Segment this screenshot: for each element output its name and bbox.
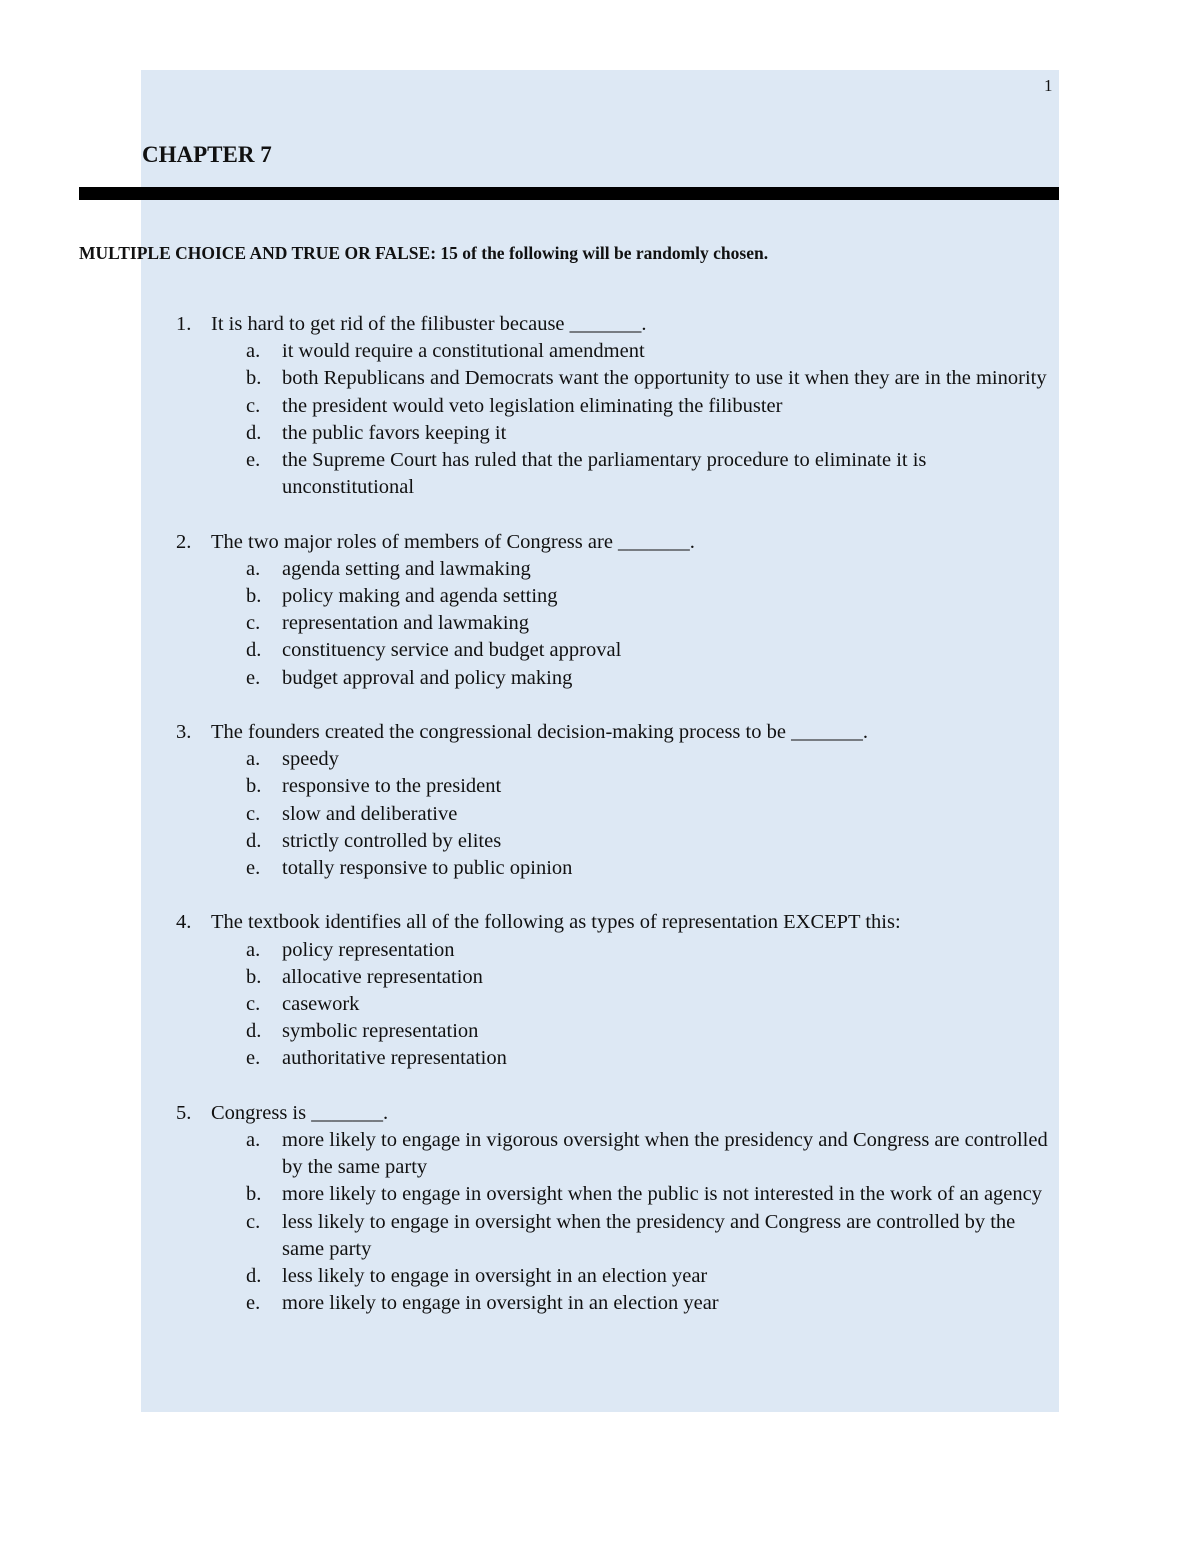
- option-letter: e.: [246, 1047, 261, 1070]
- option-letter: e.: [246, 449, 261, 472]
- option-text: authoritative representation: [282, 1047, 507, 1070]
- option-a: [170, 746, 1060, 773]
- option-letter: a.: [246, 938, 261, 961]
- option-letter: e.: [246, 1292, 261, 1315]
- option-letter: e.: [246, 666, 261, 689]
- option-letter: c.: [246, 612, 261, 635]
- option-text: more likely to engage in oversight in an election year: [282, 1292, 719, 1315]
- option-e: [170, 855, 1060, 882]
- option-d: [170, 1263, 1060, 1290]
- option-letter: c.: [246, 993, 261, 1016]
- option-letter: a.: [246, 557, 261, 580]
- option-text: agenda setting and lawmaking: [282, 557, 531, 580]
- option-letter: b.: [246, 367, 262, 390]
- page-number: 1: [1044, 76, 1053, 95]
- chapter-title: CHAPTER 7: [142, 142, 272, 167]
- option-letter: a.: [246, 1129, 261, 1152]
- option-letter: a.: [246, 340, 261, 363]
- option-text: policy making and agenda setting: [282, 585, 558, 608]
- option-b: [170, 583, 1060, 610]
- heading-rule: [79, 187, 1059, 200]
- option-text: both Republicans and Democrats want the opportunity to use it when they are in the minority: [282, 367, 1047, 390]
- option-b: [170, 964, 1060, 991]
- option-c: [170, 801, 1060, 828]
- question-1: [170, 311, 1060, 501]
- option-letter: d.: [246, 829, 262, 852]
- option-text: policy representation: [282, 938, 455, 961]
- question-text: The two major roles of members of Congress are _______.: [211, 530, 695, 553]
- option-letter: c.: [246, 394, 261, 417]
- question-2: [170, 529, 1060, 692]
- option-b: [170, 365, 1060, 392]
- option-a: [170, 937, 1060, 964]
- option-letter: e.: [246, 857, 261, 880]
- option-letter: b.: [246, 585, 262, 608]
- question-number: 4.: [176, 911, 192, 934]
- instructions-rest: 15 of the following will be randomly chosen.: [436, 243, 769, 263]
- option-text: totally responsive to public opinion: [282, 857, 573, 880]
- option-text: less likely to engage in oversight when the presidency and Congress are controlled by the same party: [282, 1210, 1016, 1260]
- question-5: [170, 1100, 1060, 1318]
- option-letter: b.: [246, 965, 262, 988]
- option-letter: b.: [246, 1183, 262, 1206]
- option-text: more likely to engage in oversight when the public is not interested in the work of an agency: [282, 1183, 1043, 1206]
- question-number: 2.: [176, 530, 192, 553]
- option-text: constituency service and budget approval: [282, 639, 622, 662]
- option-text: it would require a constitutional amendment: [282, 340, 645, 363]
- option-text: speedy: [282, 748, 339, 771]
- question-number: 5.: [176, 1101, 192, 1124]
- question-4: [170, 909, 1060, 1072]
- option-e: [170, 447, 1060, 501]
- option-letter: b.: [246, 775, 262, 798]
- question-number: 3.: [176, 721, 192, 744]
- option-d: [170, 828, 1060, 855]
- option-text: allocative representation: [282, 965, 483, 988]
- question-text: It is hard to get rid of the filibuster because _______.: [211, 313, 647, 335]
- question-text: Congress is _______.: [211, 1101, 389, 1124]
- option-text: the Supreme Court has ruled that the parliamentary procedure to eliminate it is unconstitutional: [282, 449, 927, 499]
- option-d: [170, 420, 1060, 447]
- option-c: [170, 1209, 1060, 1263]
- option-a: [170, 1127, 1060, 1181]
- option-letter: c.: [246, 1210, 261, 1233]
- option-text: responsive to the president: [282, 775, 502, 798]
- option-text: the public favors keeping it: [282, 421, 507, 444]
- option-c: [170, 610, 1060, 637]
- option-text: more likely to engage in vigorous oversight when the presidency and Congress are controlled by the same party: [282, 1129, 1048, 1179]
- question-text: The textbook identifies all of the following as types of representation EXCEPT this:: [211, 911, 901, 934]
- option-text: slow and deliberative: [282, 802, 458, 825]
- option-d: [170, 1018, 1060, 1045]
- option-text: representation and lawmaking: [282, 612, 530, 635]
- option-text: strictly controlled by elites: [282, 829, 502, 852]
- option-c: [170, 991, 1060, 1018]
- option-e: [170, 665, 1060, 692]
- option-b: [170, 1181, 1060, 1208]
- option-b: [170, 773, 1060, 800]
- question-text: The founders created the congressional decision-making process to be _______.: [211, 721, 868, 744]
- option-text: symbolic representation: [282, 1020, 479, 1043]
- question-number: 1.: [176, 313, 192, 335]
- question-list: [170, 311, 1060, 1345]
- option-text: the president would veto legislation eliminating the filibuster: [282, 394, 783, 417]
- option-a: [170, 338, 1060, 365]
- option-letter: a.: [246, 748, 261, 771]
- option-letter: d.: [246, 1020, 262, 1043]
- instructions-caps: MULTIPLE CHOICE AND TRUE OR FALSE:: [79, 243, 437, 263]
- option-c: [170, 393, 1060, 420]
- question-3: [170, 719, 1060, 882]
- option-letter: d.: [246, 421, 262, 444]
- option-letter: d.: [246, 639, 262, 662]
- option-text: less likely to engage in oversight in an election year: [282, 1265, 708, 1288]
- option-text: budget approval and policy making: [282, 666, 573, 689]
- option-e: [170, 1290, 1060, 1317]
- option-letter: c.: [246, 802, 261, 825]
- option-text: casework: [282, 993, 360, 1016]
- option-a: [170, 556, 1060, 583]
- option-d: [170, 637, 1060, 664]
- option-letter: d.: [246, 1265, 262, 1288]
- instructions: [79, 243, 768, 264]
- option-e: [170, 1045, 1060, 1072]
